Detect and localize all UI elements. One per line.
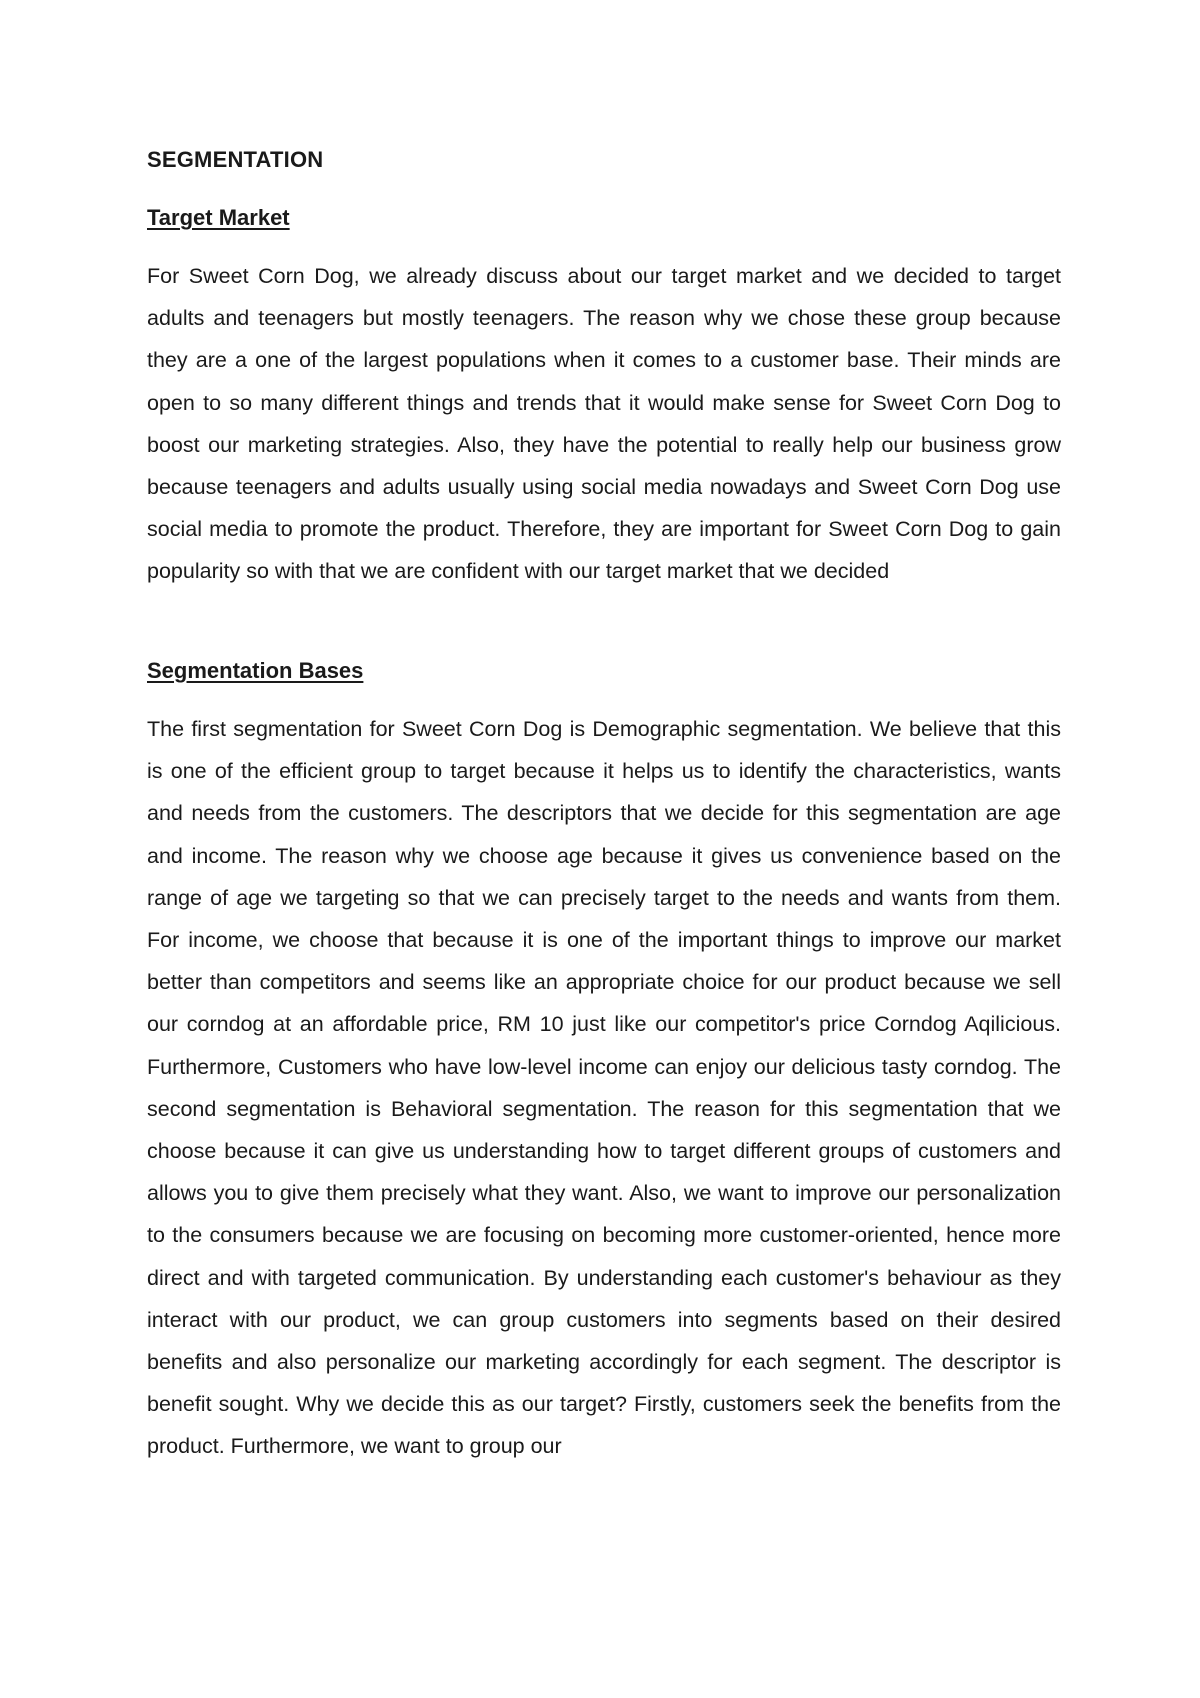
section-heading-segmentation-bases: Segmentation Bases	[147, 658, 364, 683]
paragraph-segmentation-bases: The first segmentation for Sweet Corn Dog is Demographic segmentation. We believe that this is one of the efficient group to target because it helps us to identify the characteristics, wants and needs from the customers. The descriptors that we decide for this segmentation are age and income. The reason why we choose age because it gives us convenience based on the range of age we targeting so that we can precisely target to the needs and wants from them. For income, we choose that because it is one of the important things to improve our market better than competitors and seems like an appropriate choice for our product because we sell our corndog at an affordable price, RM 10 just like our competitor's price Corndog Aqilicious. Furthermore, Customers who have low-level income can enjoy our delicious tasty corndog. The second segmentation is Behavioral segmentation. The reason for this segmentation that we choose because it can give us understanding how to target different groups of customers and allows you to give them precisely what they want. Also, we want to improve our personalization to the consumers because we are focusing on becoming more customer-oriented, hence more direct and with targeted communication. By understanding each customer's behaviour as they interact with our product, we can group customers into segments based on their desired benefits and also personalize our marketing accordingly for each segment. The descriptor is benefit sought. Why we decide this as our target? Firstly, customers seek the benefits from the product. Furthermore, we want to group our	[147, 717, 1061, 1459]
paragraph-target-market: For Sweet Corn Dog, we already discuss about our target market and we decided to target adults and teenagers but mostly teenagers. The reason why we chose these group because they are a one of the largest populations when it comes to a customer base. Their minds are open to so many different things and trends that it would make sense for Sweet Corn Dog to boost our marketing strategies. Also, they have the potential to really help our business grow because teenagers and adults usually using social media nowadays and Sweet Corn Dog use social media to promote the product. Therefore, they are important for Sweet Corn Dog to gain popularity so with that we are confident with our target market that we decided	[147, 264, 1061, 584]
section-heading-target-market: Target Market	[147, 205, 290, 230]
document-title: SEGMENTATION	[147, 147, 324, 172]
